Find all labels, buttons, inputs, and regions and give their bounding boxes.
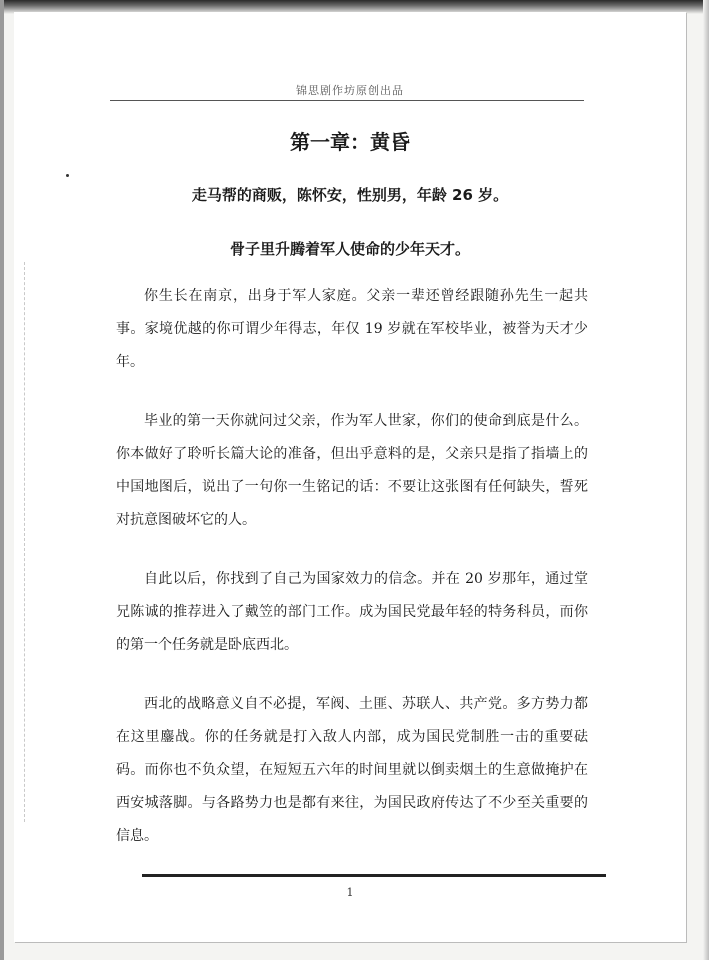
paragraph: 西北的战略意义自不必提，军阀、土匪、苏联人、共产党。多方势力都在这里鏖战。你的任务就是打入敌人内部，成为国民党制胜一击的重要砝码。而你也不负众望，在短短五六年的时间里就以倒卖烟土的生意做掩护在西安城落脚。与各路势力也是都有来往，为国民政府传达了不少至关重要的信息。 <box>116 696 588 844</box>
paragraph: 毕业的第一天你就问过父亲，作为军人世家，你们的使命到底是什么。你本做好了聆听长篇大论的准备，但出乎意料的是，父亲只是指了指墙上的中国地图后，说出了一句你一生铭记的话：不要让这张图有任何缺失，誓死对抗意图破坏它的人。 <box>116 413 588 528</box>
header-rule <box>110 100 584 101</box>
character-tagline: 骨子里升腾着军人使命的少年天才。 <box>229 240 470 258</box>
paragraph: 你生长在南京，出身于军人家庭。父亲一辈还曾经跟随孙先生一起共事。家境优越的你可谓少年得志，年仅 19 岁就在军校毕业，被誉为天才少年。 <box>116 288 588 370</box>
page-number: 1 <box>346 886 354 899</box>
document-page <box>14 12 686 942</box>
scan-speck <box>66 174 69 177</box>
binding-marks <box>24 262 31 822</box>
character-intro: 走马帮的商贩，陈怀安，性别男，年龄 26 岁。 <box>191 186 509 204</box>
chapter-title: 第一章：黄昏 <box>290 130 410 154</box>
scan-right-edge <box>703 0 709 960</box>
body-text <box>116 280 588 879</box>
page-header: 锦思剧作坊原创出品 <box>296 84 404 97</box>
scan-left-edge <box>0 0 4 960</box>
paragraph: 自此以后，你找到了自己为国家效力的信念。并在 20 岁那年，通过堂兄陈诚的推荐进入了戴笠的部门工作。成为国民党最年轻的特务科员，而你的第一个任务就是卧底西北。 <box>116 571 588 653</box>
footer-rule <box>142 874 606 877</box>
